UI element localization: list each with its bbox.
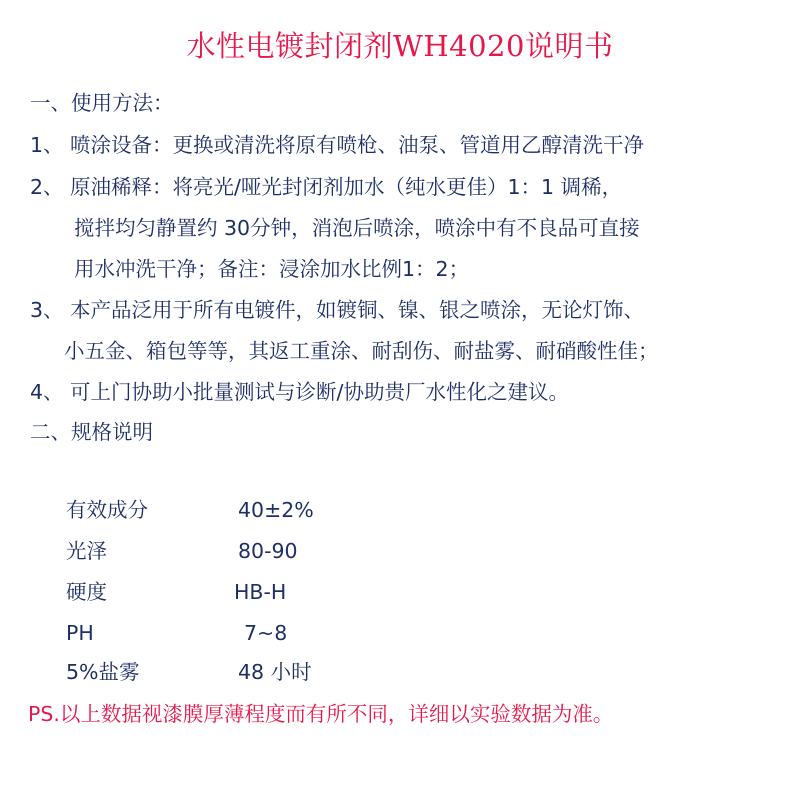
usage-item-4: 4、 可上门协助小批量测试与诊断/协助贵厂水性化之建议。 <box>30 380 569 404</box>
usage-item-2: 2、 原油稀释：将亮光/哑光封闭剂加水（纯水更佳）1：1 调稀， <box>30 175 623 199</box>
spec-label-solids: 有效成分 <box>66 498 148 522</box>
usage-item-1: 1、 喷涂设备：更换或清洗将原有喷枪、油泵、管道用乙醇清洗干净 <box>30 133 645 157</box>
document-title: 水性电镀封闭剂WH4020说明书 <box>186 29 614 63</box>
usage-item-3-cont: 小五金、箱包等等，其返工重涂、耐刮伤、耐盐雾、耐硝酸性佳； <box>64 339 659 363</box>
ps-note: PS.以上数据视漆膜厚薄程度而有所不同，详细以实验数据为准。 <box>28 702 614 726</box>
usage-item-2-cont-1: 搅拌均匀静置约 30分钟，消泡后喷涂，喷涂中有不良品可直接 <box>74 216 640 240</box>
spec-label-gloss: 光泽 <box>66 539 107 563</box>
spec-label-hardness: 硬度 <box>66 580 107 604</box>
spec-value-ph: 7~8 <box>244 621 288 645</box>
spec-label-ph: PH <box>66 621 94 645</box>
usage-heading: 一、使用方法： <box>30 91 174 115</box>
spec-label-salt-spray: 5%盐雾 <box>66 660 140 684</box>
spec-value-salt-spray: 48 小时 <box>238 660 312 684</box>
spec-heading: 二、规格说明 <box>30 420 153 444</box>
spec-value-hardness: HB-H <box>234 580 287 604</box>
spec-value-solids: 40±2% <box>238 498 314 522</box>
usage-item-3: 3、 本产品泛用于所有电镀件，如镀铜、镍、银之喷涂，无论灯饰、 <box>30 298 645 322</box>
usage-item-2-cont-2: 用水冲洗干净；备注：浸涂加水比例1：2； <box>74 257 470 281</box>
spec-value-gloss: 80-90 <box>238 539 298 563</box>
